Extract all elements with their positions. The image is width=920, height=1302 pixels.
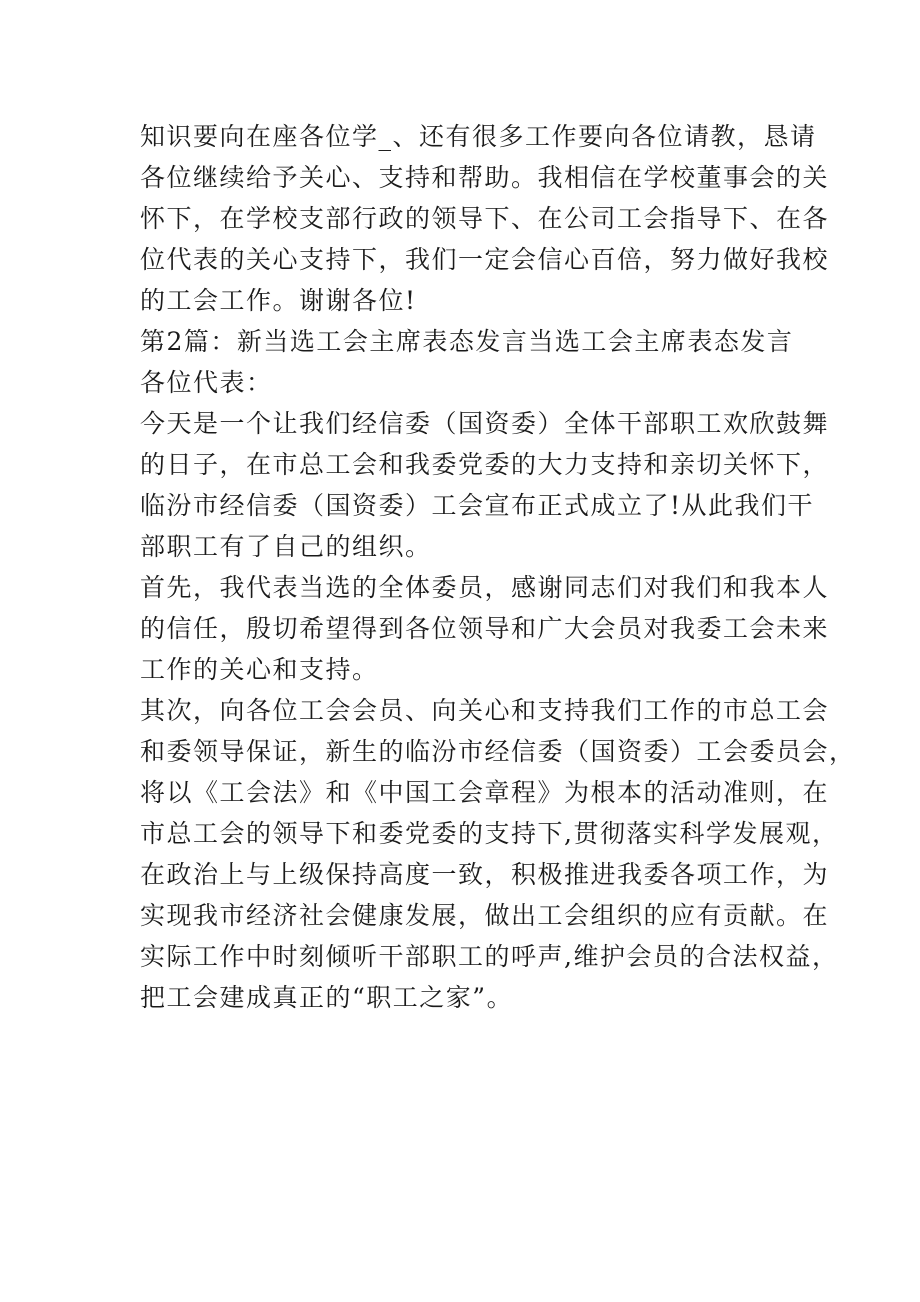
- text-line: 和委领导保证，新生的临汾市经信委（国资委）工会委员会，: [140, 737, 856, 766]
- section-heading: 第2篇：新当选工会主席表态发言当选工会主席表态发言: [140, 327, 794, 356]
- text-line: 工作的关心和支持。: [140, 655, 379, 684]
- text-line: 部职工有了自己的组织。: [140, 532, 432, 561]
- text-line: 今天是一个让我们经信委（国资委）全体干部职工欢欣鼓舞: [140, 409, 830, 438]
- text-line: 实现我市经济社会健康发展，做出工会组织的应有贡献。在: [140, 901, 830, 930]
- text-line: 各位继续给予关心、支持和帮助。我相信在学校董事会的关: [140, 163, 830, 192]
- text-line: 知识要向在座各位学_、还有很多工作要向各位请教，恳请: [140, 122, 817, 151]
- text-line: 市总工会的领导下和委党委的支持下,贯彻落实科学发展观，: [140, 819, 839, 848]
- text-line: 怀下，在学校支部行政的领导下、在公司工会指导下、在各: [140, 204, 830, 233]
- text-line: 临汾市经信委（国资委）工会宣布正式成立了!从此我们干: [140, 491, 815, 520]
- text-line: 的日子，在市总工会和我委党委的大力支持和亲切关怀下，: [140, 450, 830, 479]
- text-line: 的工会工作。谢谢各位!: [140, 286, 417, 315]
- text-line: 其次，向各位工会会员、向关心和支持我们工作的市总工会: [140, 696, 830, 725]
- text-line: 位代表的关心支持下，我们一定会信心百倍，努力做好我校: [140, 245, 830, 274]
- text-line: 首先，我代表当选的全体委员，感谢同志们对我们和我本人: [140, 573, 830, 602]
- text-line: 把工会建成真正的“职工之家”。: [140, 983, 514, 1012]
- text-line: 实际工作中时刻倾听干部职工的呼声,维护会员的合法权益，: [140, 942, 839, 971]
- text-line: 的信任，殷切希望得到各位领导和广大会员对我委工会未来: [140, 614, 830, 643]
- salutation: 各位代表：: [140, 368, 273, 397]
- text-line: 将以《工会法》和《中国工会章程》为根本的活动准则，在: [140, 778, 830, 807]
- text-line: 在政治上与上级保持高度一致，积极推进我委各项工作，为: [140, 860, 830, 889]
- document-body: [140, 116, 856, 1018]
